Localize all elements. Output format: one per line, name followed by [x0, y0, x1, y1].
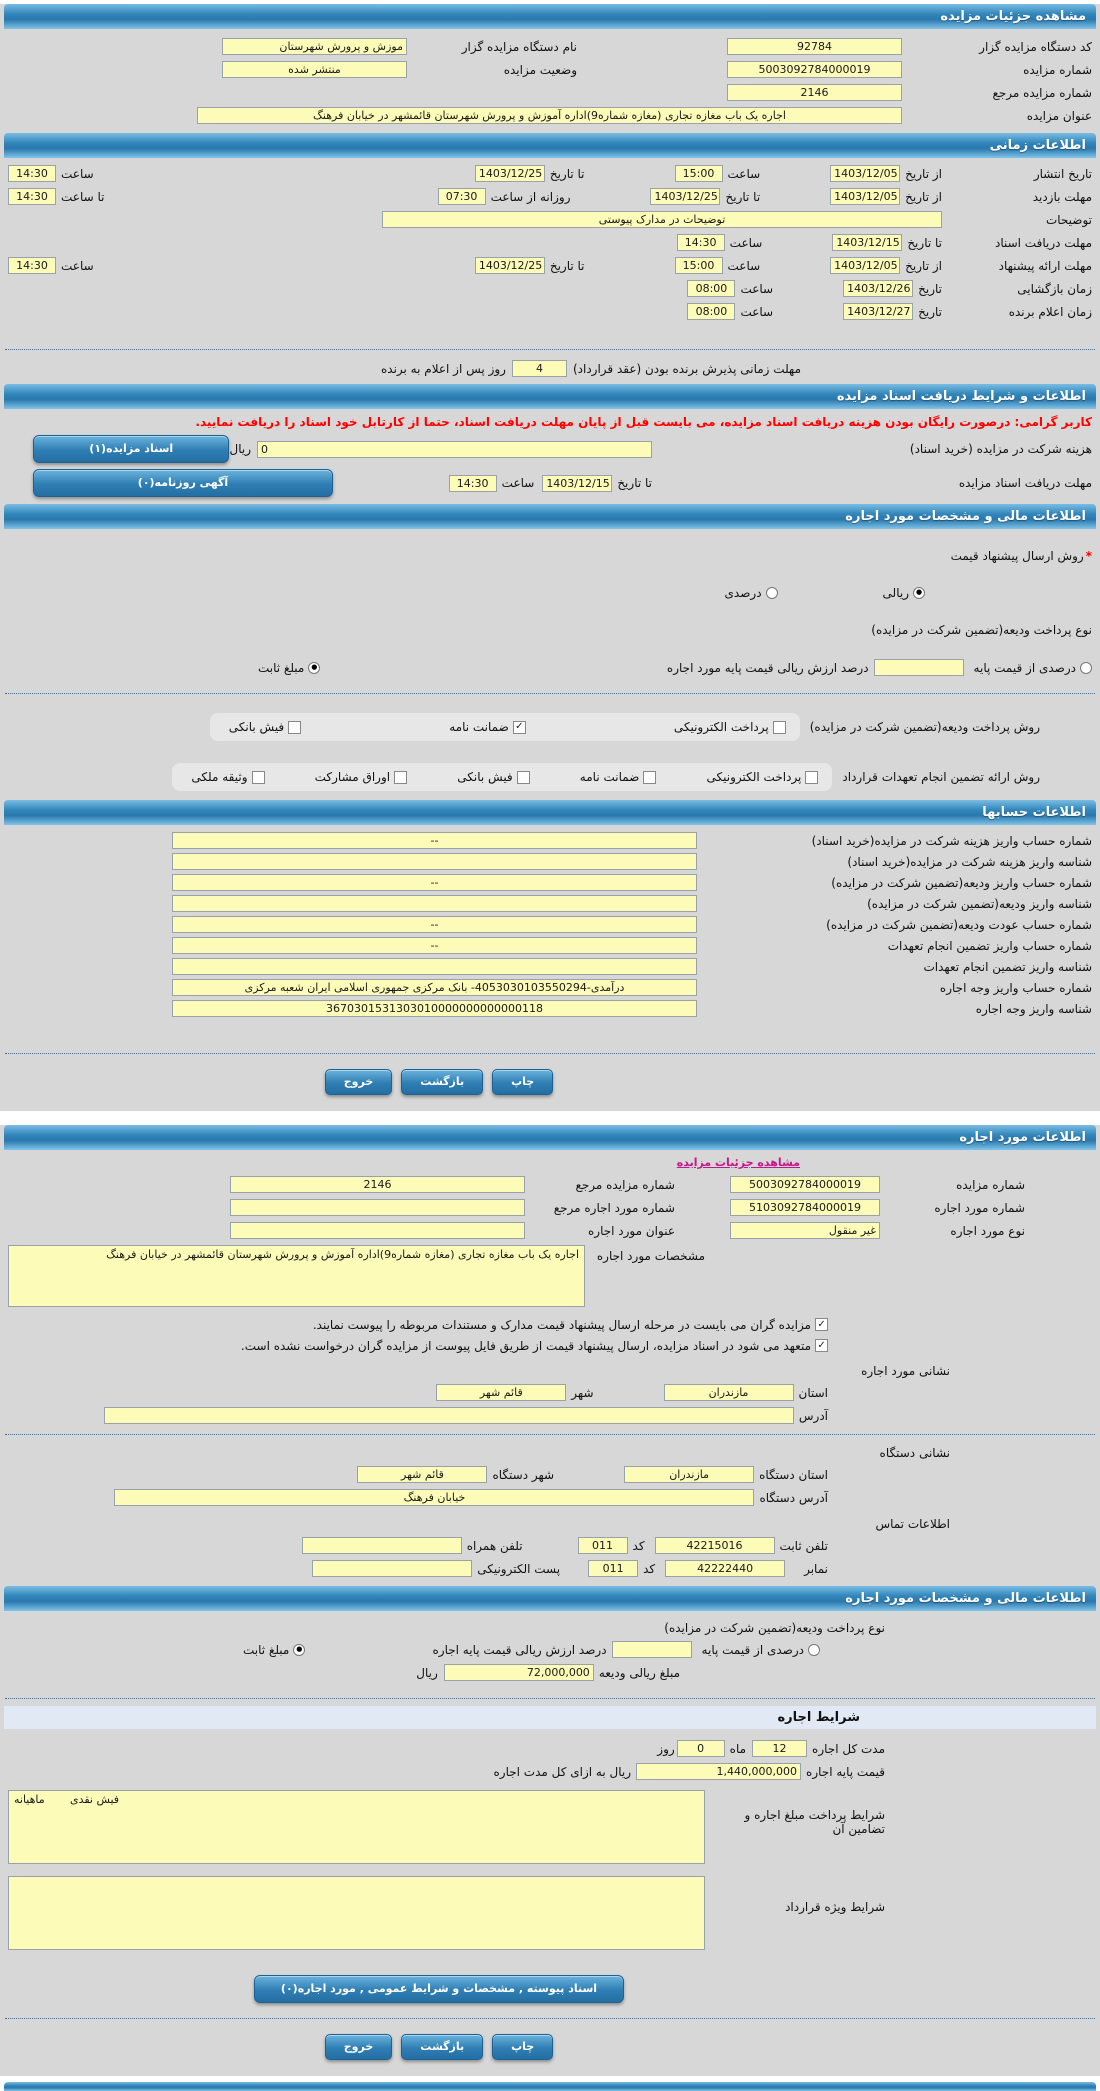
row-attach-required-check — [0, 1314, 1100, 1335]
winner-time-input[interactable]: 08:00 — [687, 303, 735, 320]
row-auction-no — [0, 58, 1100, 81]
guar-option-label: پرداخت الکترونیکی — [706, 770, 802, 784]
payment-terms-textarea[interactable]: ماهیانه فیش نقدی — [8, 1790, 705, 1864]
publish-to-date-input[interactable]: 1403/12/25 — [475, 165, 545, 182]
attach-required-text: مزایده گران می بایست در مرحله ارسال پیشنهاد قیمت مدارک و مستندات مربوطه را پیوست نمایند. — [312, 1317, 811, 1332]
auction-no-label: شماره مزایده — [1023, 62, 1092, 77]
special-terms-label: شرایط ویژه قرارداد — [785, 1900, 885, 1914]
row-offer-deadline — [0, 254, 1100, 277]
row-publish-date — [0, 162, 1100, 185]
row-no-file-check — [0, 1335, 1100, 1356]
auction-docs-button[interactable]: اسناد مزایده(۱) — [33, 435, 229, 463]
time-label: ساعت — [740, 281, 774, 296]
time-label: ساعت — [61, 258, 94, 273]
email-input[interactable] — [312, 1560, 472, 1577]
row-rental-duration — [0, 1737, 1100, 1760]
row-docs-receive-deadline — [0, 466, 1100, 500]
description-label: توضیحات — [1045, 212, 1092, 227]
row-fax — [0, 1557, 1100, 1580]
account-row — [0, 935, 1100, 956]
row-province-city — [0, 1381, 1100, 1404]
duration-days-input[interactable]: 0 — [677, 1740, 725, 1757]
address-input[interactable] — [104, 1407, 794, 1424]
percent-base-radio — [1080, 662, 1092, 674]
item-specs-textarea[interactable]: اجاره یک باب مغازه تجاری (مغازه شماره9)اداره آموزش و پرورش شهرستان قائمشهر در خیابان فرهنگ — [8, 1245, 585, 1307]
duration-label: مدت کل اجاره — [812, 1741, 885, 1756]
row-winner-announce — [0, 300, 1100, 323]
percent-base-radio-group[interactable] — [969, 661, 1092, 675]
fee-label: هزینه شرکت در مزایده (خرید اسناد) — [909, 442, 1092, 456]
separator — [5, 349, 1095, 350]
item-title-label: عنوان مورد اجاره — [587, 1223, 675, 1238]
publish-to-time-input[interactable]: 14:30 — [8, 165, 56, 182]
account-label: شماره حساب عودت ودیعه(تضمین شرکت در مزایده) — [826, 917, 1092, 932]
time-label: ساعت — [729, 235, 763, 250]
account-row — [0, 830, 1100, 851]
ref-no-label: شماره مزایده مرجع — [992, 85, 1092, 100]
address-label: آدرس — [798, 1408, 828, 1423]
panel1-action-buttons — [0, 1061, 1100, 1103]
row-ref-no — [0, 81, 1100, 104]
accept-period-suffix: روز پس از اعلام به برنده — [380, 361, 506, 376]
row-details-link — [0, 1152, 1100, 1173]
guar-option-label: اوراق مشارکت — [314, 770, 391, 784]
row-agency-address — [0, 1486, 1100, 1509]
guar-option-label: ضمانت نامه — [579, 770, 640, 784]
city-label: شهر — [571, 1385, 594, 1400]
pay-option-label: ضمانت نامه — [449, 720, 509, 734]
exit-button[interactable]: خروج — [325, 1069, 393, 1095]
row-item-specs — [0, 1242, 1100, 1310]
publish-from-time-input[interactable]: 15:00 — [675, 165, 723, 182]
guarantee-method-box — [172, 763, 832, 791]
agency-province-label: استان دستگاه — [759, 1467, 828, 1482]
separator — [5, 1434, 1095, 1435]
auction-details-header: مشاهده جزئیات مزایده — [4, 4, 1096, 29]
visit-label: مهلت بازدید — [1032, 189, 1092, 204]
account-input[interactable]: -- — [172, 916, 697, 933]
date-label: تاریخ — [918, 281, 942, 296]
fax-code-input[interactable]: 011 — [588, 1560, 638, 1577]
offer-to-time-input[interactable]: 14:30 — [8, 257, 56, 274]
separator — [5, 1053, 1095, 1054]
fax-label: نمابر — [804, 1561, 828, 1576]
account-row — [0, 872, 1100, 893]
rial-label: ریال — [229, 442, 251, 456]
docs-deadline-date-input[interactable]: 1403/12/15 — [832, 234, 902, 251]
item-no-input[interactable]: 5103092784000019 — [730, 1199, 880, 1216]
row-warning — [0, 411, 1100, 432]
row-bidder-code — [0, 35, 1100, 58]
panel-gap — [0, 1111, 1100, 1125]
row-deposit-amount — [0, 1661, 1100, 1684]
auction-details-link[interactable]: مشاهده جزئیات مزایده — [676, 1156, 800, 1169]
row-deposit-type-label — [0, 619, 1100, 640]
auction-details-panel — [0, 4, 1100, 1111]
area-code-label: کد — [632, 1538, 645, 1553]
account-input[interactable]: 3670301531303010000000000000118 — [172, 1000, 697, 1017]
account-label: شماره حساب واریز ودیعه(تضمین شرکت در مزایده) — [831, 875, 1092, 890]
attach-docs-row — [0, 1967, 1100, 2011]
item-no-label: شماره مورد اجاره — [934, 1200, 1025, 1215]
account-label: شناسه واریز ودیعه(تضمین شرکت در مزایده) — [867, 896, 1092, 911]
account-row — [0, 998, 1100, 1019]
account-label: شناسه واریز هزینه شرکت در مزایده(خرید اسناد) — [847, 854, 1092, 869]
row-title — [0, 104, 1100, 127]
docs-deadline-label: مهلت دریافت اسناد — [994, 235, 1092, 250]
row-item-no — [0, 1196, 1100, 1219]
base-price-suffix: ریال به ازای کل مدت اجاره — [493, 1764, 632, 1779]
percent-radio-group[interactable] — [720, 586, 778, 600]
fixed-amount-label-2: مبلغ ثابت — [243, 1642, 290, 1657]
deposit-amount-input[interactable]: 72,000,000 — [444, 1664, 594, 1681]
to-time-label: تا ساعت — [61, 189, 105, 204]
rial-option-label: ریالی — [882, 585, 909, 600]
base-price-label: قیمت پایه اجاره — [806, 1764, 885, 1779]
offer-label: مهلت ارائه پیشنهاد — [998, 258, 1092, 273]
account-row — [0, 977, 1100, 998]
guar-option-label: وثیقه ملکی — [191, 770, 248, 784]
back-button[interactable]: بازگشت — [401, 2034, 483, 2060]
exit-button[interactable]: خروج — [325, 2034, 393, 2060]
next-section-header-fragment — [4, 2082, 1096, 2091]
financial-info-header: اطلاعات مالی و مشخصات مورد اجاره — [4, 504, 1096, 529]
month-label: ماه — [729, 1741, 747, 1756]
attached-docs-button[interactable]: اسناد پیوسته , مشخصات و شرایط عمومی , مورد اجاره(۰) — [254, 1975, 624, 2003]
time-label: ساعت — [61, 166, 94, 181]
visit-daily-from-input[interactable]: 07:30 — [438, 188, 486, 205]
item-type-input[interactable]: غیر منقول — [730, 1222, 880, 1239]
accounts-header: اطلاعات حسابها — [4, 800, 1096, 825]
accept-days-input[interactable]: 4 — [512, 360, 567, 377]
row-deposit-type-label-2 — [0, 1617, 1100, 1638]
fixed-amount-radio-2: ● — [293, 1644, 305, 1656]
price-method-label: روش ارسال پیشنهاد قیمت — [950, 548, 1084, 563]
base-price-input[interactable]: 1,440,000,000 — [636, 1763, 801, 1780]
agency-name-label: نام دستگاه مزایده گزار — [461, 39, 577, 54]
percent-base-suffix: درصد ارزش ریالی قیمت پایه مورد اجاره — [666, 660, 869, 675]
row-item-type — [0, 1219, 1100, 1242]
mobile-input[interactable] — [302, 1537, 462, 1554]
to-date-label: تا تاریخ — [549, 166, 585, 181]
title-label: عنوان مزایده — [1026, 108, 1092, 123]
deposit-amount-label: مبلغ ریالی ودیعه — [598, 1665, 680, 1680]
ref-no-input[interactable]: 2146 — [727, 84, 902, 101]
percent-radio — [766, 587, 778, 599]
separator — [5, 1698, 1095, 1699]
percent-base-input[interactable] — [874, 659, 964, 676]
time-label: ساعت — [740, 304, 774, 319]
opening-time-input[interactable]: 08:00 — [687, 280, 735, 297]
back-button[interactable]: بازگشت — [401, 1069, 483, 1095]
phone-code-input[interactable]: 011 — [578, 1537, 628, 1554]
row-guarantee-method — [0, 760, 1100, 794]
opening-date-input[interactable]: 1403/12/26 — [843, 280, 913, 297]
account-row — [0, 893, 1100, 914]
to-date-label: تا تاریخ — [725, 189, 761, 204]
bidder-code-label: کد دستگاه مزایده گزار — [979, 39, 1092, 54]
guar-property-checkbox — [252, 771, 265, 784]
publish-from-date-input[interactable]: 1403/12/05 — [830, 165, 900, 182]
row-deposit-type-options — [0, 656, 1100, 679]
row-price-method-label — [0, 545, 1100, 566]
account-label: شماره حساب واریز وجه اجاره — [939, 980, 1092, 995]
account-label: شناسه واریز وجه اجاره — [975, 1001, 1092, 1016]
separator — [5, 2018, 1095, 2019]
rial-label: ریال — [416, 1665, 438, 1680]
account-label: شماره حساب واریز تضمین انجام تعهدات — [887, 938, 1092, 953]
required-star: * — [1085, 548, 1092, 563]
from-date-label: از تاریخ — [905, 189, 942, 204]
account-row — [0, 851, 1100, 872]
rental-address-section-label: نشانی مورد اجاره — [861, 1363, 950, 1378]
row-visit-deadline — [0, 185, 1100, 208]
agency-address-input[interactable]: خیابان فرهنگ — [114, 1489, 754, 1506]
percent-base-label-2: درصدی از قیمت پایه — [701, 1642, 804, 1657]
fixed-amount-radio-group-2[interactable] — [238, 1643, 305, 1657]
row-price-method-options — [0, 582, 1100, 603]
payment-terms-label: شرایط پرداخت مبلغ اجاره و تضامین آن — [744, 1808, 885, 1836]
guar-option-label: فیش بانکی — [457, 770, 513, 784]
row-address — [0, 1404, 1100, 1427]
row-rental-address-section — [0, 1360, 1100, 1381]
guar-letter-checkbox — [643, 771, 656, 784]
item-ref-label: شماره مورد اجاره مرجع — [553, 1200, 675, 1215]
duration-months-input[interactable]: 12 — [752, 1740, 807, 1757]
account-input[interactable]: -- — [172, 874, 697, 891]
from-date-label: از تاریخ — [905, 166, 942, 181]
deposit-type-label: نوع پرداخت ودیعه(تضمین شرکت در مزایده) — [871, 622, 1092, 637]
account-input[interactable]: درآمدی-4053030103550294- بانک مرکزی جمهوری اسلامی ایران شعبه مرکزی — [172, 979, 697, 996]
row-docs-fee — [0, 432, 1100, 466]
docs-receive-date-input[interactable]: 1403/12/15 — [542, 475, 612, 492]
visit-from-date-input[interactable]: 1403/12/05 — [830, 188, 900, 205]
deposit-pay-method-box — [210, 713, 800, 741]
offer-from-time-input[interactable]: 15:00 — [675, 257, 723, 274]
row-phone — [0, 1534, 1100, 1557]
area-code-label: کد — [643, 1561, 656, 1576]
guar-option-electronic[interactable] — [702, 770, 819, 784]
winner-date-input[interactable]: 1403/12/27 — [843, 303, 913, 320]
row-agency-province-city — [0, 1463, 1100, 1486]
pay-option-guarantee-letter[interactable] — [444, 720, 526, 734]
percent-base-radio-2 — [808, 1644, 820, 1656]
rental-terms-heading: شرایط اجاره — [4, 1706, 1096, 1729]
panel2-action-buttons — [0, 2026, 1100, 2068]
guar-bonds-checkbox — [394, 771, 407, 784]
docs-receive-label: مهلت دریافت اسناد مزایده — [958, 476, 1092, 490]
status-label: وضعیت مزایده — [503, 62, 577, 77]
agency-address-section-label: نشانی دستگاه — [879, 1445, 950, 1460]
to-date-label: تا تاریخ — [617, 476, 652, 490]
item-title-input[interactable] — [230, 1222, 525, 1239]
rial-radio-group[interactable] — [878, 586, 925, 600]
percent-base-label: درصدی از قیمت پایه — [973, 660, 1076, 675]
attach-required-checkbox[interactable]: ✓ — [815, 1318, 828, 1331]
account-input[interactable] — [172, 895, 697, 912]
auction-no-input[interactable]: 5003092784000019 — [727, 61, 902, 78]
daily-from-label: روزانه از ساعت — [490, 189, 571, 204]
row-docs-deadline — [0, 231, 1100, 254]
guarantee-method-label: روش ارائه تضمین انجام تعهدات قرارداد — [842, 770, 1040, 784]
docs-deadline-time-input[interactable]: 14:30 — [677, 234, 725, 251]
time-label: ساعت — [727, 258, 761, 273]
account-input[interactable] — [172, 958, 697, 975]
p2-auction-ref-input[interactable]: 2146 — [230, 1176, 525, 1193]
fixed-amount-radio-group[interactable] — [253, 661, 320, 675]
p2-auction-no-label: شماره مزایده — [956, 1177, 1025, 1192]
row-agency-address-section — [0, 1442, 1100, 1463]
date-label: تاریخ — [918, 304, 942, 319]
time-info-header: اطلاعات زمانی — [4, 133, 1096, 158]
description-input[interactable]: توضیحات در مدارک پیوستی — [382, 211, 942, 228]
percent-base-input-2[interactable] — [612, 1641, 692, 1658]
pay-option-electronic[interactable] — [669, 720, 786, 734]
province-label: استان — [798, 1385, 828, 1400]
status-badge: منتشر شده — [222, 61, 407, 78]
province-input[interactable]: مازندران — [664, 1384, 794, 1401]
account-input[interactable] — [172, 853, 697, 870]
print-button[interactable]: چاپ — [492, 2034, 553, 2060]
pay-option-label: فیش بانکی — [228, 720, 285, 734]
percent-option-label: درصدی — [724, 585, 762, 600]
phone-label: تلفن ثابت — [779, 1538, 828, 1553]
to-date-label: تا تاریخ — [549, 258, 585, 273]
no-file-text: متعهد می شود در اسناد مزایده، ارسال پیشنهاد قیمت از طریق فایل پیوست از مزایده گران درخواست نشده است. — [240, 1338, 811, 1353]
docs-conditions-header: اطلاعات و شرایط دریافت اسناد مزایده — [4, 384, 1096, 409]
p2-auction-no-input[interactable]: 5003092784000019 — [730, 1176, 880, 1193]
time-label: ساعت — [727, 166, 761, 181]
guarantee-letter-checkbox: ✓ — [513, 721, 526, 734]
row-description — [0, 208, 1100, 231]
opening-label: زمان بازگشایی — [1017, 281, 1092, 296]
account-input[interactable]: -- — [172, 832, 697, 849]
city-input[interactable]: قائم شهر — [436, 1384, 566, 1401]
fee-input[interactable]: 0 — [257, 441, 652, 458]
rental-info-header: اطلاعات مورد اجاره — [4, 1125, 1096, 1150]
item-ref-input[interactable] — [230, 1199, 525, 1216]
item-specs-label: مشخصات مورد اجاره — [596, 1249, 705, 1263]
percent-base-radio-group-2[interactable] — [697, 1643, 820, 1657]
financial-info-header-2: اطلاعات مالی و مشخصات مورد اجاره — [4, 1586, 1096, 1611]
agency-city-input[interactable]: قائم شهر — [357, 1466, 487, 1483]
guar-option-property[interactable] — [186, 770, 264, 784]
account-row — [0, 914, 1100, 935]
agency-name-input[interactable]: موزش و پرورش شهرستان — [222, 38, 407, 55]
row-payment-terms — [0, 1787, 1100, 1867]
deposit-type-label-2: نوع پرداخت ودیعه(تضمین شرکت در مزایده) — [664, 1620, 885, 1635]
print-button[interactable]: چاپ — [492, 1069, 553, 1095]
deposit-pay-method-label: روش پرداخت ودیعه(تضمین شرکت در مزایده) — [809, 720, 1040, 734]
guar-bank-slip-checkbox — [517, 771, 530, 784]
pay-option-label: پرداخت الکترونیکی — [673, 720, 769, 734]
item-type-label: نوع مورد اجاره — [950, 1223, 1025, 1238]
row-special-terms — [0, 1873, 1100, 1953]
offer-to-date-input[interactable]: 1403/12/25 — [475, 257, 545, 274]
no-file-checkbox[interactable]: ✓ — [815, 1339, 828, 1352]
warning-text: کاربر گرامی: درصورت رایگان بودن هزینه دریافت اسناد مزایده، می بایست قبل از پایان مهلت دریافت اسناد، حتما از کارتابل خود اسناد را دریافت نمایید. — [195, 414, 1092, 429]
newspaper-ad-button[interactable]: آگهی روزنامه(۰) — [33, 469, 333, 497]
row-winner-accept-period — [0, 357, 1100, 380]
account-row — [0, 956, 1100, 977]
electronic-checkbox — [773, 721, 786, 734]
to-date-label: تا تاریخ — [907, 235, 942, 250]
from-date-label: از تاریخ — [905, 258, 942, 273]
contact-section-label: اطلاعات تماس — [875, 1516, 950, 1531]
account-label: شناسه واریز تضمین انجام تعهدات — [923, 959, 1092, 974]
p2-auction-ref-label: شماره مزایده مرجع — [575, 1177, 675, 1192]
bank-slip-checkbox — [288, 721, 301, 734]
accept-period-label: مهلت زمانی پذیرش برنده بودن (عقد قرارداد) — [572, 361, 802, 376]
offer-from-date-input[interactable]: 1403/12/05 — [830, 257, 900, 274]
fax-input[interactable]: 42222440 — [665, 1560, 785, 1577]
special-terms-textarea[interactable] — [8, 1876, 705, 1950]
guar-option-guarantee-letter[interactable] — [575, 770, 657, 784]
guar-option-bank-slip[interactable] — [452, 770, 529, 784]
row-base-price — [0, 1760, 1100, 1783]
time-label: ساعت — [501, 476, 535, 490]
docs-receive-time-input[interactable]: 14:30 — [449, 475, 497, 492]
email-label: پست الکترونیکی — [477, 1561, 561, 1576]
fixed-amount-label: مبلغ ثابت — [258, 660, 305, 675]
guar-option-bonds[interactable] — [310, 770, 407, 784]
rental-info-panel — [0, 1125, 1100, 2076]
account-input[interactable]: -- — [172, 937, 697, 954]
visit-to-date-input[interactable]: 1403/12/25 — [650, 188, 720, 205]
row-p2-auction-no — [0, 1173, 1100, 1196]
row-contact-section — [0, 1513, 1100, 1534]
title-input[interactable]: اجاره یک باب مغازه تجاری (مغازه شماره9)اداره آموزش و پرورش شهرستان قائمشهر در خیابان فرهنگ — [197, 107, 902, 124]
agency-province-input[interactable]: مازندران — [624, 1466, 754, 1483]
agency-city-label: شهر دستگاه — [492, 1467, 555, 1482]
agency-address-label: آدرس دستگاه — [759, 1490, 828, 1505]
rial-radio: ● — [913, 587, 925, 599]
visit-daily-to-input[interactable]: 14:30 — [8, 188, 56, 205]
bidder-code-input[interactable]: 92784 — [727, 38, 902, 55]
separator — [5, 693, 1095, 694]
mobile-label: تلفن همراه — [466, 1538, 523, 1553]
row-opening-time — [0, 277, 1100, 300]
row-deposit-pay-method — [0, 710, 1100, 744]
guar-electronic-checkbox — [805, 771, 818, 784]
percent-base-suffix-2: درصد ارزش ریالی قیمت پایه اجاره — [432, 1642, 607, 1657]
publish-label: تاریخ انتشار — [1033, 166, 1092, 181]
account-label: شماره حساب واریز هزینه شرکت در مزایده(خرید اسناد) — [811, 833, 1092, 848]
winner-label: زمان اعلام برنده — [1008, 304, 1092, 319]
row-deposit-type-options-2 — [0, 1638, 1100, 1661]
phone-input[interactable]: 42215016 — [655, 1537, 775, 1554]
fixed-amount-radio: ● — [308, 662, 320, 674]
pay-option-bank-slip[interactable] — [224, 720, 301, 734]
day-label: روز — [657, 1741, 675, 1756]
